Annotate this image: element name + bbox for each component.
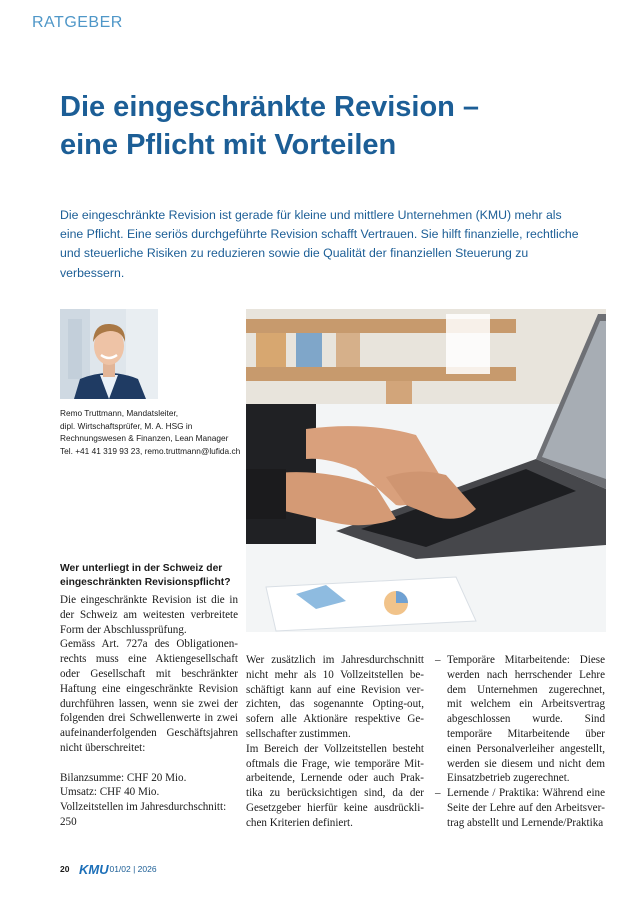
issue-number: 01/02 | 2026 bbox=[109, 864, 157, 874]
article-lead: Die eingeschränkte Revision ist gerade für kleine und mittlere Unternehmen (KMU) mehr als eine Pflicht. Eine seriös durchgeführte Revision schafft Vertrauen. Sie hilft finanzielle, rechtliche und steuerliche Risiken zu reduzieren sowie die Qualität der finanziellen Steuerung zu verbessern. bbox=[60, 208, 579, 280]
list-item bbox=[437, 786, 605, 830]
text-column-3 bbox=[437, 653, 605, 831]
section-label: RATGEBER bbox=[32, 14, 123, 31]
list-item-text: Lernende / Praktika: Während eine Seite der Lehre auf den Arbeitsvertrag abstellt und Lernende/Praktika bbox=[447, 787, 605, 829]
text-column-1 bbox=[60, 593, 238, 830]
author-field: Rechnungswesen & Finanzen, Lean Manager bbox=[60, 433, 229, 444]
section-heading: Wer unterliegt in der Schweiz der eingeschränkten Revisionspflicht? bbox=[60, 563, 231, 588]
title-line-1: Die eingeschränkte Revision – bbox=[60, 91, 480, 123]
author-degree: dipl. Wirtschaftsprüfer, M. A. HSG in bbox=[60, 420, 193, 431]
paragraph: Wer zusätzlich im Jahresdurchschnitt nicht mehr als 10 Vollzeitstellen beschäftigt kann auf eine Revision verzichten, das sogenannte Opting-out, sofern alle Aktionäre respektive Gesellschafter zustimmen. bbox=[246, 654, 424, 740]
list-item bbox=[437, 653, 605, 786]
author-info bbox=[60, 407, 245, 457]
laptop-photo bbox=[246, 309, 606, 632]
page-number: 20 bbox=[60, 864, 70, 874]
title-line-2: eine Pflicht mit Vorteilen bbox=[60, 129, 397, 161]
threshold-item: Umsatz: CHF 40 Mio. bbox=[60, 786, 160, 799]
list-dash: – bbox=[435, 787, 441, 800]
kmu-logo-text: KMU bbox=[79, 862, 110, 877]
article-title bbox=[60, 88, 580, 164]
paragraph: Im Bereich der Vollzeitstellen besteht oftmals die Frage, wie temporäre Mitarbeitende, Lernende oder auch Praktika zu berücksichtigen sind, da der Gesetzgeber hierfür keine ausdrücklichen Kriterien definiert. bbox=[246, 742, 424, 829]
list-item-text: Temporäre Mitarbeitende: Diese werden nach herrschender Lehre dem Unternehmen zugerechnet, mit welchem ein Arbeitsvertrag abgeschlossen wurde. Sind temporäre Mitarbeitende über einen Personalverleiher angestellt, werden sie diesem und nicht dem Einsatzbetrieb zugerechnet. bbox=[447, 654, 605, 785]
text-column-2 bbox=[246, 653, 424, 831]
list-dash: – bbox=[435, 654, 441, 666]
threshold-item: Vollzeitstellen im Jahresdurchschnitt: 250 bbox=[60, 801, 227, 828]
kmu-logo bbox=[79, 862, 110, 877]
paragraph: Gemäss Art. 727a des Obligationenrechts muss eine Aktiengesellschaft oder Gesellschaft mit beschränkter Haftung eine eingeschränkte Revision durchführen lassen, wenn sie zwei der folgenden drei Schwellenwerte in zwei aufeinanderfolgenden Geschäftsjahren nicht überschreitet: bbox=[60, 638, 238, 754]
page-footer bbox=[60, 862, 157, 876]
author-contact: Tel. +41 41 319 93 23, remo.truttmann@lufida.ch bbox=[60, 445, 241, 456]
author-portrait bbox=[60, 309, 158, 399]
threshold-item: Bilanzsumme: CHF 20 Mio. bbox=[60, 771, 187, 784]
paragraph: Die eingeschränkte Revision ist die in der Schweiz am weitesten verbreitete Form der Abschlussprüfung. bbox=[60, 594, 238, 636]
author-name-role: Remo Truttmann, Mandatsleiter, bbox=[60, 408, 179, 418]
